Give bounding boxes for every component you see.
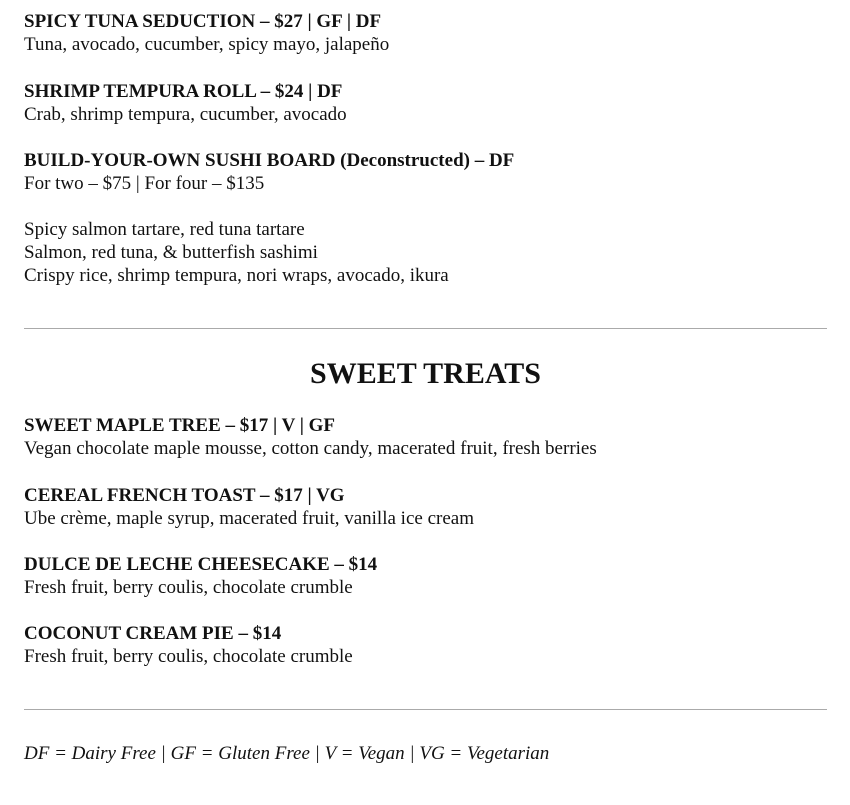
menu-item-title: CEREAL FRENCH TOAST – $17 | VG (24, 485, 345, 506)
sushi-board-details (24, 218, 827, 287)
section-divider (24, 328, 827, 329)
dietary-legend: DF = Dairy Free | GF = Gluten Free | V = Vegan | VG = Vegetarian (24, 743, 550, 764)
menu-item-coconut-cream-pie (24, 622, 827, 668)
menu-item-description: For two – $75 | For four – $135 (24, 173, 265, 194)
section-divider (24, 709, 827, 710)
menu-item-title: BUILD-YOUR-OWN SUSHI BOARD (Deconstructed) – DF (24, 150, 515, 171)
menu-item-title: COCONUT CREAM PIE – $14 (24, 623, 282, 644)
menu-item-cereal-french-toast (24, 484, 827, 530)
menu-item-description: Tuna, avocado, cucumber, spicy mayo, jalapeño (24, 34, 390, 55)
menu-item-description: Ube crème, maple syrup, macerated fruit, vanilla ice cream (24, 508, 474, 529)
section-heading-sweet-treats: SWEET TREATS (310, 357, 541, 390)
sushi-board-detail-line: Crispy rice, shrimp tempura, nori wraps, avocado, ikura (24, 265, 449, 286)
menu-item-description: Fresh fruit, berry coulis, chocolate crumble (24, 577, 353, 598)
menu-item-title: SHRIMP TEMPURA ROLL – $24 | DF (24, 81, 343, 102)
sushi-board-detail-line: Salmon, red tuna, & butterfish sashimi (24, 242, 318, 263)
menu-item-description: Crab, shrimp tempura, cucumber, avocado (24, 104, 347, 125)
menu-item-title: SWEET MAPLE TREE – $17 | V | GF (24, 415, 336, 436)
menu-item-sushi-board (24, 149, 827, 195)
menu-item-title: DULCE DE LECHE CHEESECAKE – $14 (24, 554, 378, 575)
menu-item-title: SPICY TUNA SEDUCTION – $27 | GF | DF (24, 11, 382, 32)
menu-item-shrimp-tempura-roll (24, 80, 827, 126)
menu-item-dulce-de-leche-cheesecake (24, 553, 827, 599)
menu-item-spicy-tuna-seduction (24, 10, 827, 56)
sushi-board-detail-line: Spicy salmon tartare, red tuna tartare (24, 219, 305, 240)
menu-item-description: Vegan chocolate maple mousse, cotton candy, macerated fruit, fresh berries (24, 438, 597, 459)
menu-item-sweet-maple-tree (24, 414, 827, 460)
menu-item-description: Fresh fruit, berry coulis, chocolate crumble (24, 646, 353, 667)
